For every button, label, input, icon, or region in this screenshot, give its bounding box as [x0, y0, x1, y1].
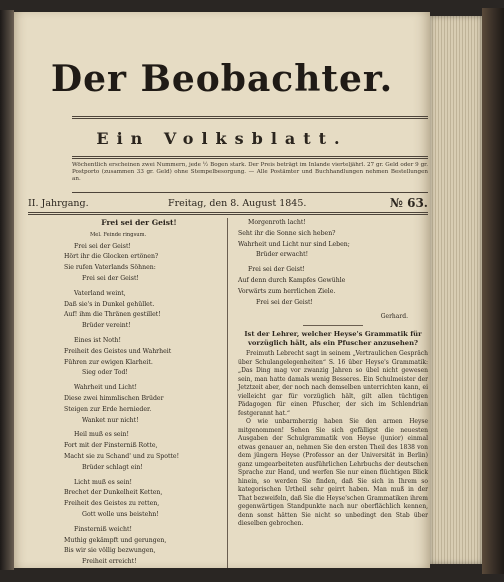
left-column: [64, 218, 214, 568]
issue-number: № 63.: [389, 196, 428, 210]
masthead-title: Der Beobachter.: [50, 58, 394, 100]
verse-line: Führen zur ewigen Klarheit.: [64, 358, 153, 366]
verse-line: Vaterland weint,: [74, 289, 126, 297]
verse-line: Freiheit erreicht!: [82, 558, 137, 566]
masthead-subtitle: Ein Volksblatt.: [96, 129, 348, 148]
verse-line: Brüder erwacht!: [256, 251, 309, 259]
verse-line: Wanket nur nicht!: [82, 416, 139, 424]
verse-line: Frei sei der Geist!: [74, 242, 131, 250]
verse: [64, 430, 214, 473]
verse-line: Wahrheit und Licht nur sind Leben;: [238, 240, 350, 248]
verse: [238, 265, 428, 308]
verse-line: Frei sei der Geist!: [82, 274, 139, 282]
verse-line: Brüder schlagt ein!: [82, 463, 143, 471]
verse-line: Daß sie's in Dunkel gehüllet.: [64, 300, 155, 308]
verse-line: Bis wir sie völlig bezwungen,: [64, 547, 156, 555]
verse-line: Heil muß es sein!: [74, 431, 130, 439]
verse-line: Steigen zur Erde hernieder.: [64, 405, 152, 413]
article-title: Ist der Lehrer, welcher Heyse's Grammatik für vorzüglich hält, als ein Pfuscher anzusehen?: [244, 330, 422, 348]
poem-verses: [64, 242, 214, 568]
verse: [64, 383, 214, 426]
verse-line: Auf denn durch Kampfes Gewühle: [238, 276, 346, 284]
verse: [64, 242, 214, 285]
notice-rule: [72, 192, 428, 193]
newspaper-page: [14, 12, 430, 568]
verse: [238, 218, 428, 261]
verse: [64, 525, 214, 568]
book-cover-right: [482, 8, 504, 574]
poem-title: Frei sei der Geist!: [101, 218, 177, 227]
verse-line: Fort mit der Finsterniß Rotte,: [64, 442, 158, 450]
verse-line: Brüder vereint!: [82, 322, 131, 330]
dateline: [28, 198, 428, 212]
verse-line: Diese zwei himmlischen Brüder: [64, 394, 164, 402]
verse: [64, 336, 214, 379]
verse: [64, 478, 214, 521]
verse-line: Wahrheit und Licht!: [74, 384, 137, 392]
verse-line: Vorwärts zum herrlichen Ziele.: [238, 287, 336, 295]
verse: [64, 289, 214, 332]
article-separator: [303, 325, 363, 326]
verse-line: Freiheit des Geistes zu retten,: [64, 500, 160, 508]
poem-signature: Gerhard.: [380, 313, 408, 321]
poem-melody: Mel. Feinde ringsum.: [90, 231, 147, 238]
verse-line: Auf! ihm die Thränen gestillet!: [64, 311, 161, 319]
verse-line: Frei sei der Geist!: [256, 298, 313, 306]
verse-line: Sieg oder Tod!: [82, 369, 128, 377]
right-column: [238, 218, 428, 529]
issue-date: Freitag, den 8. August 1845.: [168, 198, 307, 209]
verse-line: Brechet der Dunkelheit Ketten,: [64, 489, 163, 497]
verse-line: Macht sie zu Schand' und zu Spotte!: [64, 452, 180, 460]
volume-label: II. Jahrgang.: [28, 198, 89, 209]
verse-line: Sie rufen Vaterlands Söhnen:: [64, 264, 156, 272]
verse-line: Finsterniß weicht!: [74, 525, 132, 533]
masthead-rule-top: [72, 116, 428, 119]
verse-line: Frei sei der Geist!: [248, 266, 305, 274]
page-edges: [430, 16, 482, 564]
verse-line: Gott wolle uns beistehn!: [82, 510, 159, 518]
book-spine-left: [0, 10, 14, 570]
verse-line: Muthig gekämpft und gerungen,: [64, 536, 167, 544]
verse-line: Eines ist Noth!: [74, 336, 121, 344]
column-divider: [227, 218, 228, 568]
dateline-rule: [28, 212, 428, 215]
subscription-notice: Wöchentlich erscheinen zwei Nummern, jede ½ Bogen stark. Der Preis beträgt im Inlande vierteljährl. 27 gr. Geld oder 9 gr. Postporto (zusammen 33 gr. Geld) ohne Stempelbesorgung. — Alle Postämter und Buchhandlungen nehmen Bestellungen an.: [72, 162, 428, 182]
verse-line: Morgenroth lacht!: [248, 219, 306, 226]
article-paragraph: O wie unbarmherzig haben Sie den armen Heyse mitgenommen! Sehen Sie sich gefälligst die neuesten Ausgaben der Schulgrammatik von Heyse (junior) einmal etwas genauer an, nehmen Sie den ersten Theil des 1838 von dem jüngern Heyse (Professor an der Universität in Berlin) ganz umgearbeiteten ausführlichen Lehrbuchs der deutschen Sprache zur Hand, und werfen Sie nur einen flüchtigen Blick hinein, so werden Sie finden, daß Sie sich in Ihrem so kategorischen Urtheil sehr geirrt haben. Man muß in der That bezweifeln, daß Sie die Heyse'schen Grammatiken ihrem gegenwärtigen Standpunkte nach nur oberflächlich kennen, denn sonst hätten Sie nicht so unbedingt den Stab über dieselben gebrochen.: [238, 418, 428, 528]
masthead-rule-bottom: [72, 156, 428, 159]
article-paragraph: Freimuth Lebrecht sagt in seinem „Vertraulichen Gespräch über Schulangelegenheiten“ S. 16 über Heyse's Grammatik: „Das Ding mag vor zwanzig Jahren so übel nicht gewesen sein, man hatte damals wenig Besseres. Ein Schulmeister der Jetztzeit aber, der noch nach demselben unterrichten kann, ei vielleicht gar für vorzüglich hält, gilt allen tüchtigen Pädagogen für einen Pfuscher, der sich im Schlendrian festgerannt hat.“: [238, 350, 428, 417]
verse-line: Freiheit des Geistes und Wahrheit: [64, 347, 172, 355]
verse-line: Licht muß es sein!: [74, 478, 133, 486]
poem-verses-continued: [238, 218, 428, 308]
verse-line: Hört ihr die Glocken ertönen?: [64, 253, 159, 261]
verse-line: Seht ihr die Sonne sich heben?: [238, 229, 336, 237]
